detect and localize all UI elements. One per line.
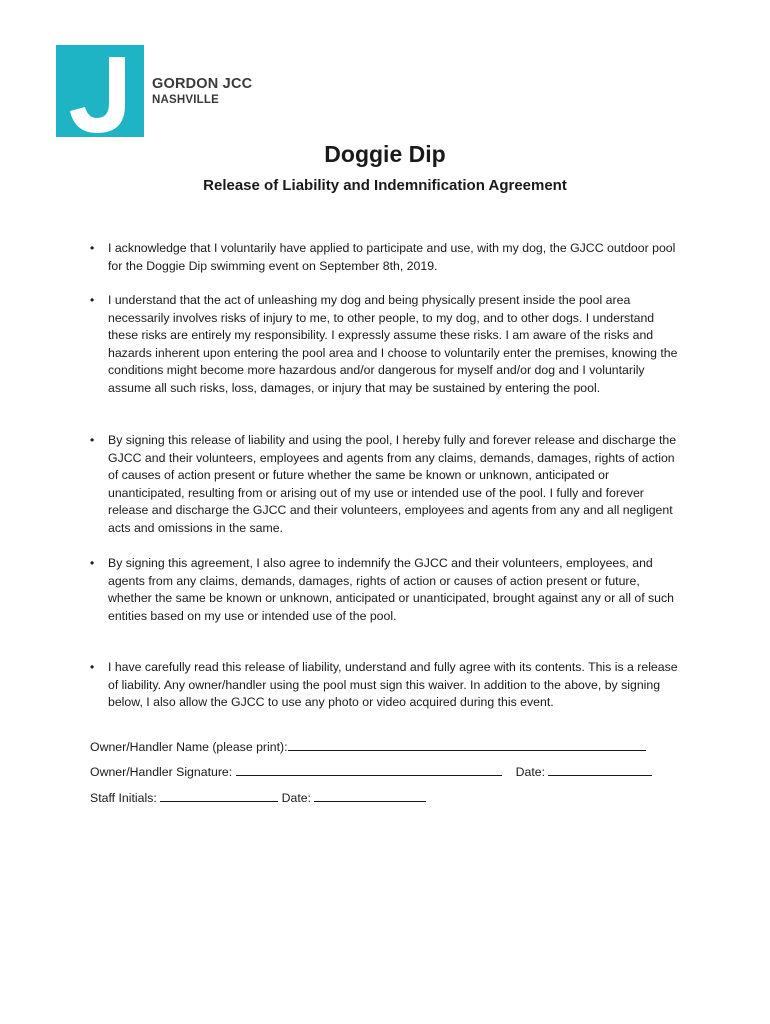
owner-date-label: Date: [515,765,545,779]
owner-name-label: Owner/Handler Name (please print): [90,740,288,754]
clause-acknowledgement [90,240,684,275]
clause-text: I have carefully read this release of liability, understand and fully agree with its contents. This is a release of liability. Any owner/handler using the pool must sign this waiver. In addition to the above, by signing below, I also allow the GJCC to use any photo or video acquired during this event. [108,660,678,709]
clause-indemnification [90,555,684,625]
clause-risk-assumption [90,292,684,397]
staff-initials-label: Staff Initials: [90,791,157,805]
owner-signature-field[interactable] [236,762,502,776]
clause-text: I acknowledge that I voluntarily have applied to participate and use, with my dog, the GJCC outdoor pool for the Doggie Dip swimming event on September 8th, 2019. [108,241,676,273]
logo-org-name: GORDON JCC [152,76,253,92]
clause-release [90,432,684,537]
logo-j-icon [56,45,144,137]
bullet-icon: • [90,433,95,447]
bullet-icon: • [90,293,95,307]
document-title: Doggie Dip [324,141,446,167]
logo-org-city: NASHVILLE [152,94,219,106]
owner-name-field[interactable] [288,737,646,751]
clause-text: I understand that the act of unleashing my dog and being physically present inside the pool area necessarily involves risks of injury to me, to other people, to my dog, and to other dogs. I understand these risks are entirely my responsibility. I expressly assume these risks. I am aware of the risks and hazards inherent upon entering the pool area and I choose to voluntarily enter the premises, knowing the conditions might become more hazardous and/or dangerous for myself and/or dog and I voluntarily assume all such risks, loss, damages, or injury that may be sustained by entering the pool. [108,293,678,395]
bullet-icon: • [90,660,95,674]
document-subtitle: Release of Liability and Indemnification Agreement [203,177,567,194]
staff-initials-field[interactable] [160,788,278,802]
clause-consent [90,659,684,712]
bullet-icon: • [90,241,95,255]
staff-date-label: Date: [281,791,312,805]
owner-signature-row [90,762,652,781]
owner-name-row [90,737,646,756]
owner-date-field[interactable] [548,762,652,776]
logo-j-mark [56,45,144,137]
staff-row [90,788,426,807]
clause-text: By signing this agreement, I also agree to indemnify the GJCC and their volunteers, employees, and agents from any claims, demands, damages, rights of action or causes of action present or future, whether the same be known or unknown, anticipated or unanticipated, brought against any or all of such entities based on my use or intended use of the pool. [108,556,675,623]
bullet-icon: • [90,556,95,570]
staff-date-field[interactable] [314,788,426,802]
owner-signature-label: Owner/Handler Signature: [90,765,233,779]
clause-text: By signing this release of liability and using the pool, I hereby fully and forever release and discharge the GJCC and their volunteers, employees and agents from any claims, demands, damages, rights of action of causes of action present or future whether the same be known or unknown, anticipated or unanticipated, resulting from or arising out of my use or intended use of the pool. I fully and forever release and discharge the GJCC and their volunteers, employees and agents from any and all negligent acts and omissions in the same. [108,433,677,535]
gordon-jcc-logo [56,45,256,137]
